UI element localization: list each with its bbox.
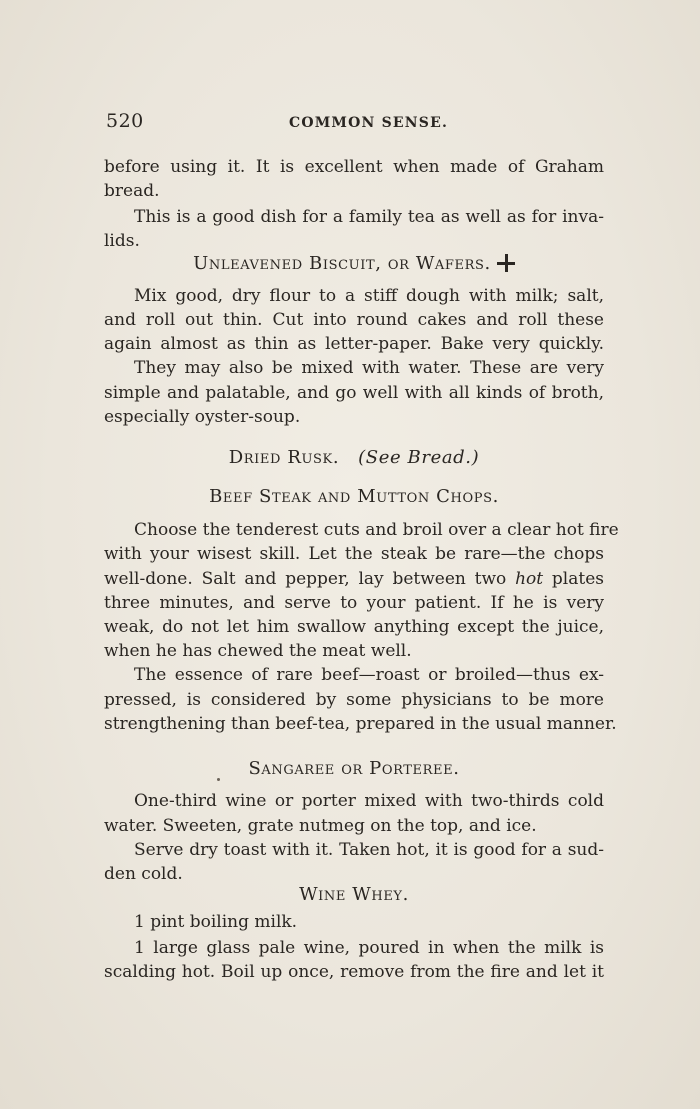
text-line: especially oyster-soup. [104,407,301,427]
heading-reference-close: ) [471,447,480,468]
section-heading-unleavened-biscuit [104,253,604,275]
text-line: den cold. [104,864,183,884]
text-line: weak, do not let him swallow anything except the juice, [104,617,604,637]
running-title: COMMON SENSE. [289,115,449,131]
text-line: scalding hot. Boil up once, remove from the fire and let it [104,962,604,982]
heading-text: Wine Whey. [299,884,409,905]
text-line: before using it. It is excellent when made of Graham [104,157,604,177]
text-line: bread. [104,181,160,201]
page-header [106,110,596,136]
text-line: with your wisest skill. Let the steak be rare—the chops [104,544,604,564]
heading-reference-open: (See [358,447,408,468]
text-line: The essence of rare beef—roast or broiled—thus ex- [134,665,604,685]
text-line: This is a good dish for a family tea as well as for inva- [134,207,604,227]
text-line: simple and palatable, and go well with all kinds of broth, [104,383,604,403]
text-line [104,568,604,590]
text-line: They may also be mixed with water. These are very [134,358,604,378]
text-line: water. Sweeten, grate nutmeg on the top, and ice. [104,816,537,836]
text-line: 1 pint boiling milk. [134,912,298,932]
text-line: Mix good, dry flour to a stiff dough with milk; salt, [134,286,604,306]
page-number: 520 [106,110,144,132]
text-line: Choose the tenderest cuts and broil over a clear hot fire [134,520,619,540]
section-heading-sangaree [104,758,604,780]
section-heading-dried-rusk [104,447,604,469]
text-line: lids. [104,231,140,251]
heading-text: Dried Rusk. [228,447,340,468]
text-line: three minutes, and serve to your patient. If he is very [104,593,604,613]
heading-reference: Bread. [407,447,472,468]
text-segment: well-done. Salt and pepper, lay between two [104,569,516,589]
text-line: again almost as thin as letter-paper. Bake very quickly. [104,334,604,354]
heading-text: Unleavened Biscuit, or Wafers. [193,253,491,274]
text-line: when he has chewed the meat well. [104,641,412,661]
text-segment: plates [543,569,604,589]
text-line: strengthening than beef-tea, prepared in the usual manner. [104,714,617,734]
text-line: and roll out thin. Cut into round cakes and roll these [104,310,604,330]
section-heading-beef-steak [104,486,604,508]
cross-icon [497,254,515,272]
section-heading-wine-whey [104,884,604,906]
heading-text: Beef Steak and Mutton Chops. [209,486,499,507]
text-line: One-third wine or porter mixed with two-thirds cold [134,791,604,811]
heading-text: Sangaree or Porteree. [248,758,460,779]
text-line: Serve dry toast with it. Taken hot, it is good for a sud- [134,840,604,860]
text-line: pressed, is considered by some physicians to be more [104,690,604,710]
text-line: 1 large glass pale wine, poured in when the milk is [134,938,604,958]
text-emphasis: hot [515,569,544,589]
